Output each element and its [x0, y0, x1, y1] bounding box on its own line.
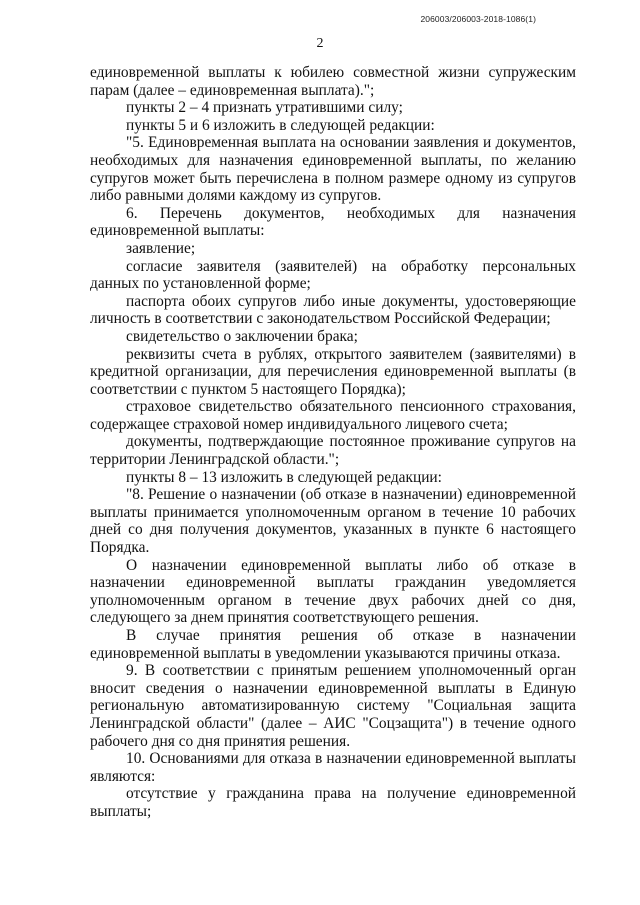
paragraph: пункты 8 – 13 изложить в следующей редакции: [126, 468, 442, 486]
paragraph: паспорта обоих супругов либо иные документы, удостоверяющие личность в соответствии с законодательством Российской Федерации; [90, 292, 576, 328]
paragraph: пункты 2 – 4 признать утратившими силу; [126, 99, 403, 117]
document-id: 206003/206003-2018-1086(1) [420, 14, 536, 24]
paragraph: отсутствие у гражданина права на получение единовременной выплаты; [90, 785, 576, 820]
document-body [90, 64, 576, 821]
paragraph: единовременной выплаты к юбилею совместной жизни супружеским парам (далее – единовременная выплата)."; [90, 64, 576, 99]
paragraph: заявление; [126, 239, 196, 257]
paragraph: свидетельство о заключении брака; [126, 327, 358, 345]
paragraph: страховое свидетельство обязательного пенсионного страхования, содержащее страховой номер индивидуального лицевого счета; [90, 398, 576, 433]
paragraph: "8. Решение о назначении (об отказе в назначении) единовременной выплаты принимается уполномоченным органом в течение 10 рабочих дней со дня получения документов, указанных в пункте 6 настоящего Порядка. [90, 486, 576, 557]
paragraph: О назначении единовременной выплаты либо об отказе в назначении единовременной выплаты гражданин уведомляется уполномоченным органом в течение двух рабочих дней со дня, следующего за днем принятия соответствующего решения. [90, 556, 576, 627]
page-number: 2 [316, 36, 324, 51]
paragraph: 10. Основаниями для отказа в назначении единовременной выплаты являются: [90, 750, 576, 785]
paragraph: 9. В соответствии с принятым решением уполномоченный орган вносит сведения о назначении единовременной выплаты в Единую региональную автоматизированную систему "Социальная защита Ленинградской области" (далее – АИС "Соцзащита") в течение одного рабочего дня со дня принятия решения. [90, 662, 576, 750]
paragraph: В случае принятия решения об отказе в назначении единовременной выплаты в уведомлении указываются причины отказа. [90, 627, 576, 662]
paragraph: согласие заявителя (заявителей) на обработку персональных данных по установленной форме; [90, 257, 576, 293]
paragraph: реквизиты счета в рублях, открытого заявителем (заявителями) в кредитной организации, для перечисления единовременной выплаты (в соответствии с пунктом 5 настоящего Порядка); [90, 345, 576, 398]
paragraph: 6. Перечень документов, необходимых для назначения единовременной выплаты: [90, 204, 576, 240]
paragraph: документы, подтверждающие постоянное проживание супругов на территории Ленинградской области."; [90, 433, 576, 469]
paragraph: "5. Единовременная выплата на основании заявления и документов, необходимых для назначения единовременной выплаты, по желанию супругов может быть перечислена в полном размере одному из супругов либо равными долями каждому из супругов. [90, 134, 576, 205]
paragraph: пункты 5 и 6 изложить в следующей редакции: [126, 116, 435, 134]
